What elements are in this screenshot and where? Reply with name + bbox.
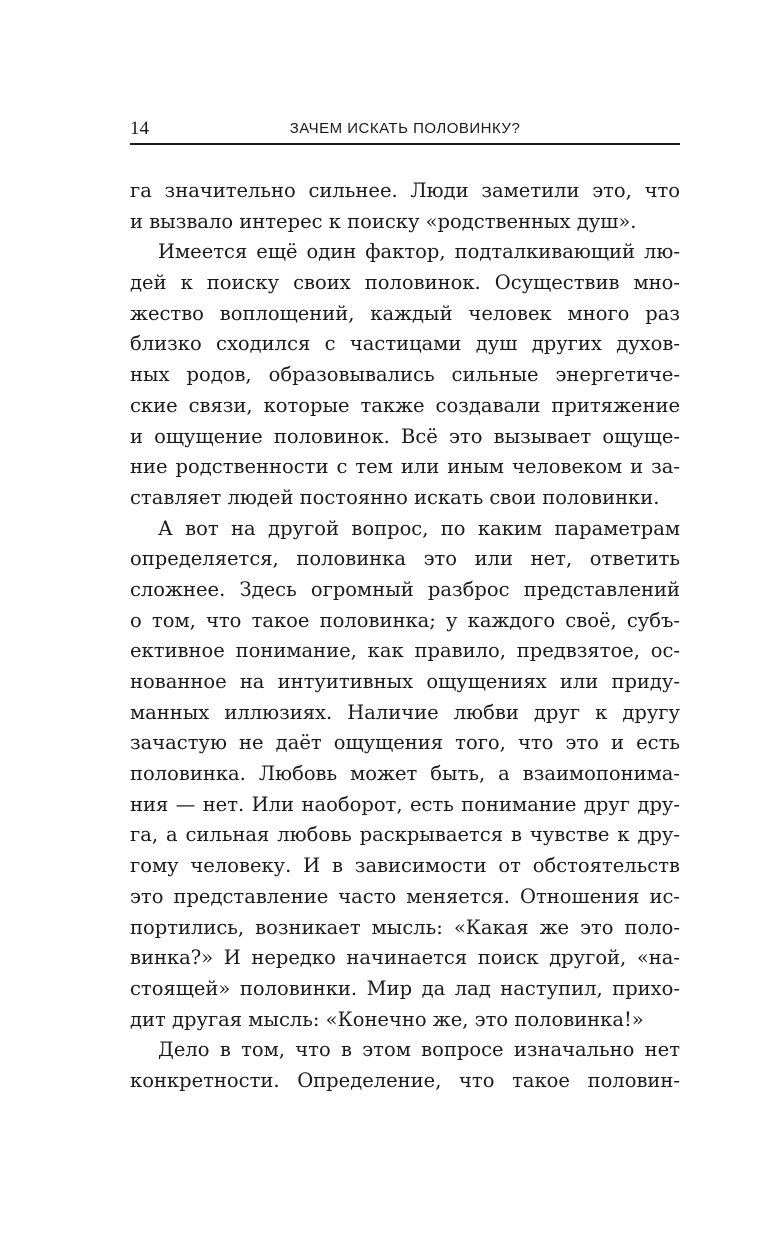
page-number: 14 bbox=[130, 118, 149, 139]
text-line: стоящей» половинки. Мир да лад наступил, прихо- bbox=[130, 976, 680, 1000]
text-line: сложнее. Здесь огромный разброс представлений bbox=[130, 577, 680, 601]
text-line: ские связи, которые также создавали притяжение bbox=[130, 393, 680, 417]
text-line: винка?» И нередко начинается поиск другой, «на- bbox=[130, 946, 680, 970]
text-line: Имеется ещё один фактор, подталкивающий лю- bbox=[158, 240, 680, 264]
body-text bbox=[130, 176, 680, 1097]
text-line: зачастую не даёт ощущения того, что это и есть bbox=[130, 731, 680, 755]
text-line: дей к поиску своих половинок. Осуществив мно- bbox=[130, 271, 680, 295]
text-line: га, а сильная любовь раскрывается в чувстве к дру- bbox=[130, 823, 680, 847]
text-line: Дело в том, что в этом вопросе изначально нет bbox=[158, 1038, 680, 1062]
text-line: портились, возникает мысль: «Какая же это поло- bbox=[130, 915, 680, 939]
text-line: конкретности. Определение, что такое половин- bbox=[130, 1068, 680, 1092]
text-line: гому человеку. И в зависимости от обстоятельств bbox=[130, 854, 680, 878]
text-line: га значительно сильнее. Люди заметили это, что bbox=[130, 179, 680, 202]
text-line: дит другая мысль: «Конечно же, это половинка!» bbox=[130, 1007, 644, 1031]
page-header bbox=[130, 114, 680, 144]
text-line: это представление часто меняется. Отношения ис- bbox=[130, 884, 680, 908]
text-line: А вот на другой вопрос, по каким параметрам bbox=[158, 516, 680, 540]
text-line: определяется, половинка это или нет, ответить bbox=[130, 547, 680, 571]
text-line: ния — нет. Или наоборот, есть понимание друг дру- bbox=[130, 792, 680, 816]
text-line: ективное понимание, как правило, предвзятое, ос- bbox=[130, 639, 680, 663]
text-line: нованное на интуитивных ощущениях или приду- bbox=[130, 670, 680, 693]
running-title: ЗАЧЕМ ИСКАТЬ ПОЛОВИНКУ? bbox=[289, 120, 521, 137]
text-line: ных родов, образовывались сильные энергетиче- bbox=[130, 363, 680, 387]
text-line: ставляет людей постоянно искать свои половинки. bbox=[130, 485, 660, 509]
text-line: половинка. Любовь может быть, а взаимопонима- bbox=[130, 762, 680, 786]
text-line: близко сходился с частицами душ других духов- bbox=[130, 332, 680, 356]
text-line: манных иллюзиях. Наличие любви друг к другу bbox=[130, 700, 680, 724]
header-rule bbox=[130, 143, 680, 145]
text-line: жество воплощений, каждый человек много раз bbox=[130, 301, 680, 325]
text-line: ние родственности с тем или иным человеком и за- bbox=[130, 455, 680, 479]
text-line: и вызвало интерес к поиску «родственных душ». bbox=[130, 209, 637, 233]
text-line: о том, что такое половинка; у каждого своё, субъ- bbox=[130, 608, 680, 632]
text-line: и ощущение половинок. Всё это вызывает ощуще- bbox=[130, 424, 680, 448]
